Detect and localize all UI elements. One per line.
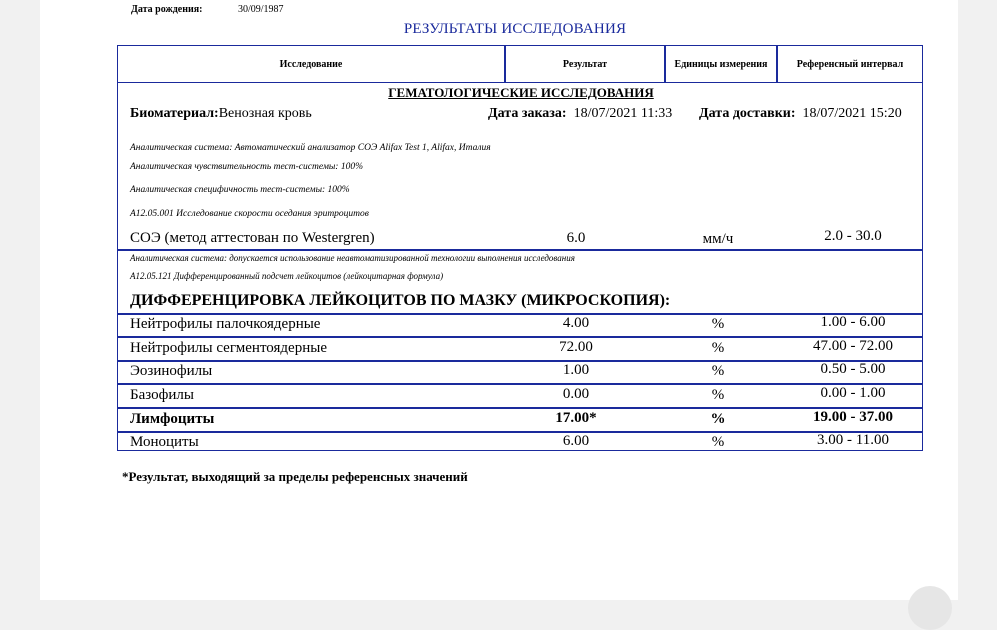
- delivery-date-value: 18/07/2021 15:20: [802, 106, 902, 121]
- sensitivity-note: Аналитическая чувствительность тест-системы: 100%: [130, 162, 364, 172]
- section-title: ГЕМАТОЛОГИЧЕСКИЕ ИССЛЕДОВАНИЯ: [388, 85, 654, 100]
- table-row-name: Нейтрофилы палочкоядерные: [130, 316, 321, 332]
- table-row-result: 17.00*: [555, 410, 597, 426]
- biomaterial: [130, 106, 312, 122]
- order-date: [488, 106, 672, 122]
- esr-code-note: A12.05.001 Исследование скорости оседания эритроцитов: [130, 209, 369, 219]
- row-divider: [118, 249, 922, 251]
- table-row-result: 6.00: [562, 433, 590, 449]
- document-page: [40, 0, 958, 600]
- header-units: Единицы измерения: [674, 58, 768, 70]
- esr-name: СОЭ (метод аттестован по Westergren): [130, 230, 375, 246]
- analytic-system-note: Аналитическая система: Автоматический анализатор СОЭ Alifax Test 1, Alifax, Италия: [130, 143, 491, 153]
- table-row-reference: 47.00 - 72.00: [813, 338, 893, 354]
- page-title: РЕЗУЛЬТАТЫ ИССЛЕДОВАНИЯ: [403, 21, 627, 37]
- table-header: [118, 46, 922, 83]
- differential-code-note: A12.05.121 Дифференцированный подсчет лейкоцитов (лейкоцитарная формула): [130, 271, 444, 281]
- order-date-value: 18/07/2021 11:33: [573, 106, 673, 121]
- header-reference: Референсный интервал: [796, 58, 904, 70]
- table-row-unit: %: [711, 340, 725, 356]
- esr-unit: мм/ч: [702, 231, 734, 247]
- results-table: [117, 45, 923, 451]
- scroll-button[interactable]: [908, 586, 952, 630]
- table-row-result: 1.00: [562, 362, 590, 378]
- order-date-label: Дата заказа:: [488, 106, 567, 121]
- table-row-unit: %: [711, 316, 725, 332]
- manual-method-note: Аналитическая система: допускается использование неавтоматизированной технологии выполнения исследования: [130, 253, 575, 263]
- table-row-reference: 0.00 - 1.00: [820, 385, 886, 401]
- delivery-date-label: Дата доставки:: [699, 106, 796, 121]
- differential-title: ДИФФЕРЕНЦИРОВКА ЛЕЙКОЦИТОВ ПО МАЗКУ (МИКРОСКОПИЯ):: [130, 292, 671, 309]
- table-row-name: Нейтрофилы сегментоядерные: [130, 340, 327, 356]
- birth-date-value: 30/09/1987: [238, 4, 284, 15]
- table-row-name: Эозинофилы: [130, 363, 213, 379]
- table-row-unit: %: [711, 387, 725, 403]
- table-row-reference: 19.00 - 37.00: [813, 409, 893, 425]
- footnote: *Результат, выходящий за пределы референсных значений: [122, 469, 468, 484]
- esr-reference: 2.0 - 30.0: [824, 228, 882, 244]
- table-row-name: Моноциты: [130, 434, 199, 450]
- biomaterial-value: Венозная кровь: [218, 106, 312, 121]
- table-row-name: Лимфоциты: [130, 411, 215, 427]
- table-row-result: 72.00: [559, 339, 593, 355]
- table-row-reference: 1.00 - 6.00: [820, 314, 886, 330]
- esr-result: 6.0: [566, 230, 586, 246]
- table-row-name: Базофилы: [130, 387, 194, 403]
- table-row-unit: %: [711, 363, 725, 379]
- biomaterial-label: Биоматериал:: [130, 106, 219, 121]
- table-row-result: 4.00: [562, 315, 590, 331]
- table-row-unit: %: [711, 434, 725, 450]
- delivery-date: [699, 106, 902, 122]
- header-result: Результат: [562, 58, 608, 70]
- birth-date-label: Дата рождения:: [131, 4, 203, 15]
- header-test: Исследование: [279, 58, 343, 70]
- table-row-result: 0.00: [562, 386, 590, 402]
- table-row-reference: 0.50 - 5.00: [820, 361, 886, 377]
- specificity-note: Аналитическая специфичность тест-системы: 100%: [130, 185, 350, 195]
- table-row-reference: 3.00 - 11.00: [817, 432, 889, 448]
- table-row-unit: %: [710, 411, 726, 427]
